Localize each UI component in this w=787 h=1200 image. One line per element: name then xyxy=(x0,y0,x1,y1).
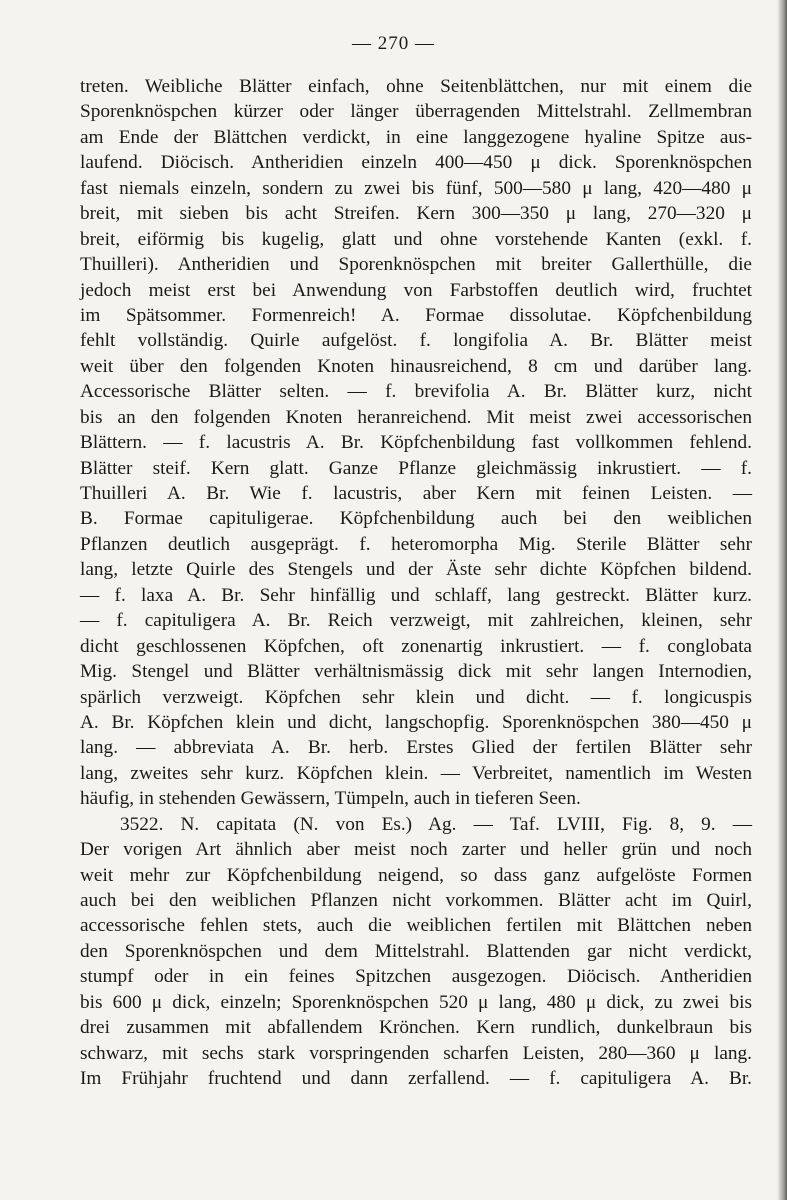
text-line: B. Formae capituligerae. Köpfchenbildung auch bei den weiblichen xyxy=(80,508,752,530)
text-line: breit, eiförmig bis kugelig, glatt und ohne vorstehende Kanten (exkl. f. xyxy=(80,228,752,250)
text-line: — f. capituligera A. Br. Reich verzweigt, mit zahlreichen, kleinen, sehr xyxy=(80,610,752,632)
text-line: accessorische fehlen stets, auch die weiblichen fertilen mit Blättchen neben xyxy=(80,915,752,937)
text-line: Accessorische Blätter selten. — f. brevifolia A. Br. Blätter kurz, nicht xyxy=(80,381,752,403)
text-line: jedoch meist erst bei Anwendung von Farbstoffen deutlich wird, fruchtet xyxy=(80,279,752,301)
body-text xyxy=(80,74,752,1092)
text-line: auch bei den weiblichen Pflanzen nicht vorkommen. Blätter acht im Quirl, xyxy=(80,890,752,911)
text-line: weit über den folgenden Knoten hinausreichend, 8 cm und darüber lang. xyxy=(80,355,752,377)
text-line: Thuilleri). Antheridien und Sporenknöspchen mit breiter Gallerthülle, die xyxy=(80,254,752,276)
text-line: A. Br. Köpfchen klein und dicht, langschopfig. Sporenknöspchen 380—450 μ xyxy=(80,711,752,733)
text-line: lang. — abbreviata A. Br. herb. Erstes Glied der fertilen Blätter sehr xyxy=(80,737,752,759)
text-line: lang, zweites sehr kurz. Köpfchen klein. — Verbreitet, namentlich im Westen xyxy=(80,762,752,784)
text-line: schwarz, mit sechs stark vorspringenden scharfen Leisten, 280—360 μ lang. xyxy=(80,1042,752,1064)
text-line: Der vorigen Art ähnlich aber meist noch zarter und heller grün und noch xyxy=(80,839,752,861)
text-line: fast niemals einzeln, sondern zu zwei bis fünf, 500—580 μ lang, 420—480 μ xyxy=(80,177,752,199)
text-line: — f. laxa A. Br. Sehr hinfällig und schlaff, lang gestreckt. Blätter kurz. xyxy=(80,584,752,606)
text-line: Im Frühjahr fruchtend und dann zerfallend. — f. capituligera A. Br. xyxy=(80,1068,752,1090)
text-line: stumpf oder in ein feines Spitzchen ausgezogen. Diöcisch. Antheridien xyxy=(80,966,752,988)
text-line: Thuilleri A. Br. Wie f. lacustris, aber Kern mit feinen Leisten. — xyxy=(80,483,752,504)
text-line: bis 600 μ dick, einzeln; Sporenknöspchen 520 μ lang, 480 μ dick, zu zwei bis xyxy=(80,991,752,1013)
text-line: Pflanzen deutlich ausgeprägt. f. heteromorpha Mig. Sterile Blätter sehr xyxy=(80,533,752,555)
text-line: spärlich verzweigt. Köpfchen sehr klein und dicht. — f. longicuspis xyxy=(80,686,752,708)
page-number: — 270 — xyxy=(352,33,435,54)
text-line: lang, letzte Quirle des Stengels und der Äste sehr dichte Köpfchen bildend. xyxy=(80,559,752,581)
text-line: Blätter steif. Kern glatt. Ganze Pflanze gleichmässig inkrustiert. — f. xyxy=(80,457,752,479)
text-line: drei zusammen mit abfallendem Krönchen. Kern rundlich, dunkelbraun bis xyxy=(80,1017,752,1039)
text-line: dicht geschlossenen Köpfchen, oft zonenartig inkrustiert. — f. conglobata xyxy=(80,635,752,657)
page-edge-shadow xyxy=(777,0,787,1200)
text-line: bis an den folgenden Knoten heranreichend. Mit meist zwei accessorischen xyxy=(80,406,752,428)
text-line: treten. Weibliche Blätter einfach, ohne Seitenblättchen, nur mit einem die xyxy=(80,76,752,97)
text-line: Mig. Stengel und Blätter verhältnismässig dick mit sehr langen Internodien, xyxy=(80,661,752,683)
text-line: weit mehr zur Köpfchenbildung neigend, so dass ganz aufgelöste Formen xyxy=(80,864,752,886)
text-line: den Sporenknöspchen und dem Mittelstrahl. Blattenden gar nicht verdickt, xyxy=(80,940,752,962)
text-line: Blättern. — f. lacustris A. Br. Köpfchenbildung fast vollkommen fehlend. xyxy=(80,432,752,454)
text-line: 3522. N. capitata (N. von Es.) Ag. — Taf. LVIII, Fig. 8, 9. — xyxy=(120,813,752,835)
text-line: breit, mit sieben bis acht Streifen. Kern 300—350 μ lang, 270—320 μ xyxy=(80,203,752,225)
text-line: im Spätsommer. Formenreich! A. Formae dissolutae. Köpfchenbildung xyxy=(80,304,752,326)
text-line: laufend. Diöcisch. Antheridien einzeln 400—450 μ dick. Sporenknöspchen xyxy=(80,152,752,174)
text-line: fehlt vollständig. Quirle aufgelöst. f. longifolia A. Br. Blätter meist xyxy=(80,330,752,352)
text-line: häufig, in stehenden Gewässern, Tümpeln, auch in tieferen Seen. xyxy=(80,788,581,810)
text-line: Sporenknöspchen kürzer oder länger überragenden Mittelstrahl. Zellmembran xyxy=(80,101,752,123)
text-line: am Ende der Blättchen verdickt, in eine langgezogene hyaline Spitze aus- xyxy=(80,126,752,148)
